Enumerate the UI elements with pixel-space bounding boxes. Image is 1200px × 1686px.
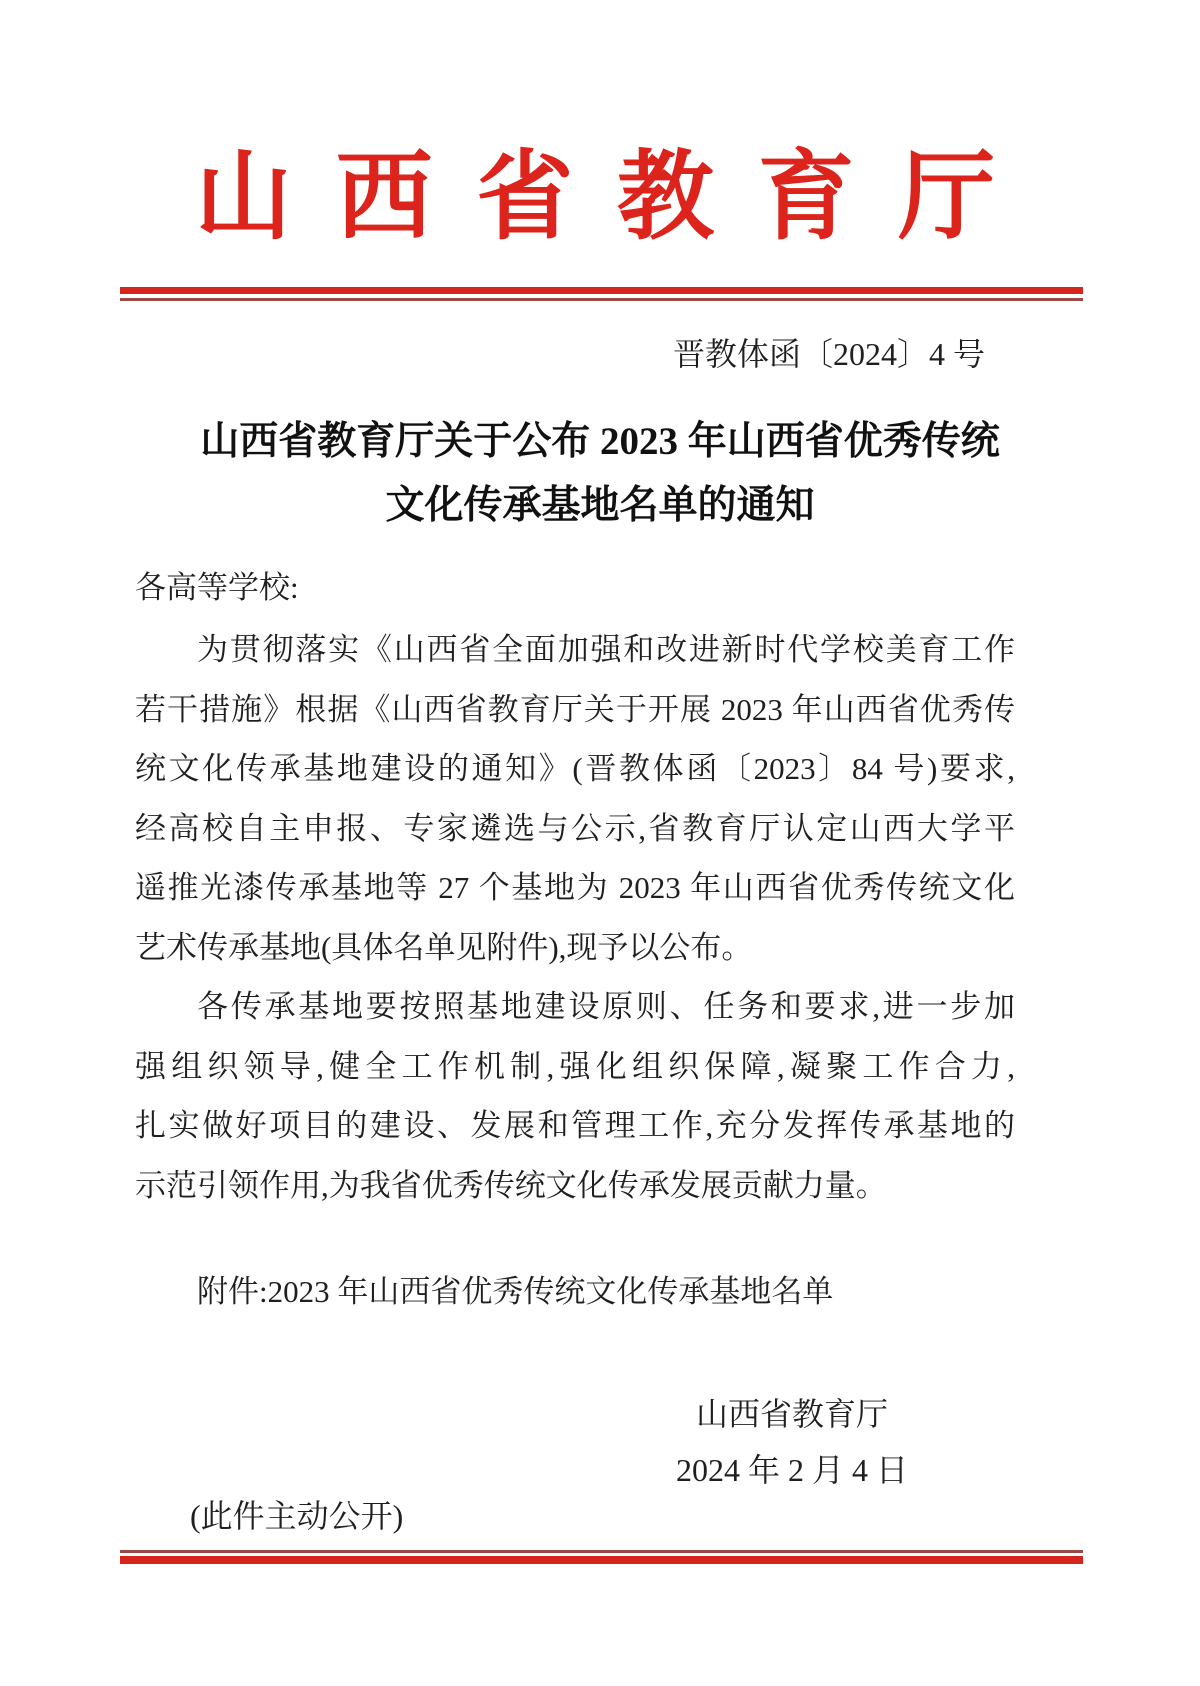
signature-agency: 山西省教育厅 xyxy=(695,1396,888,1432)
attachment-note: 附件:2023 年山西省优秀传统文化传承基地名单 xyxy=(197,1274,834,1309)
document-number: 晋教体函〔2024〕4 号 xyxy=(672,336,985,372)
body-line: 经高校自主申报、专家遴选与公示,省教育厅认定山西大学平 xyxy=(135,810,1015,846)
document-title-line2: 文化传承基地名单的通知 xyxy=(385,484,815,527)
body-line: 统文化传承基地建设的通知》(晋教体函〔2023〕84 号)要求, xyxy=(135,751,1015,786)
body-line: 艺术传承基地(具体名单见附件),现予以公布。 xyxy=(135,929,753,965)
document-title-line1: 山西省教育厅关于公布 2023 年山西省优秀传统 xyxy=(200,420,1000,463)
footer-rule-thin xyxy=(120,1550,1083,1553)
document-body xyxy=(135,556,1015,1322)
signature-date: 2024 年 2 月 4 日 xyxy=(675,1452,908,1488)
salutation: 各高等学校: xyxy=(135,570,299,605)
disclosure-note: (此件主动公开) xyxy=(190,1498,404,1534)
signature-block xyxy=(676,1386,908,1498)
body-line: 扎实做好项目的建设、发展和管理工作,充分发挥传承基地的 xyxy=(135,1108,1015,1143)
body-line: 遥推光漆传承基地等 27 个基地为 2023 年山西省优秀传统文化 xyxy=(135,870,1015,905)
footer-rule-thick xyxy=(120,1556,1083,1564)
header-rule-thick xyxy=(120,287,1083,294)
document-title xyxy=(100,410,1100,538)
body-line: 示范引领作用,为我省优秀传统文化传承发展贡献力量。 xyxy=(135,1167,887,1203)
header-rule-thin xyxy=(120,298,1083,301)
agency-header-title: 山 西 省 教 育 厅 xyxy=(195,144,1005,251)
body-line: 强组织领导,健全工作机制,强化组织保障,凝聚工作合力, xyxy=(135,1048,1015,1084)
body-line: 若干措施》根据《山西省教育厅关于开展 2023 年山西省优秀传 xyxy=(135,691,1015,727)
body-line: 为贯彻落实《山西省全面加强和改进新时代学校美育工作 xyxy=(197,632,1015,667)
body-line: 各传承基地要按照基地建设原则、任务和要求,进一步加 xyxy=(197,989,1015,1024)
